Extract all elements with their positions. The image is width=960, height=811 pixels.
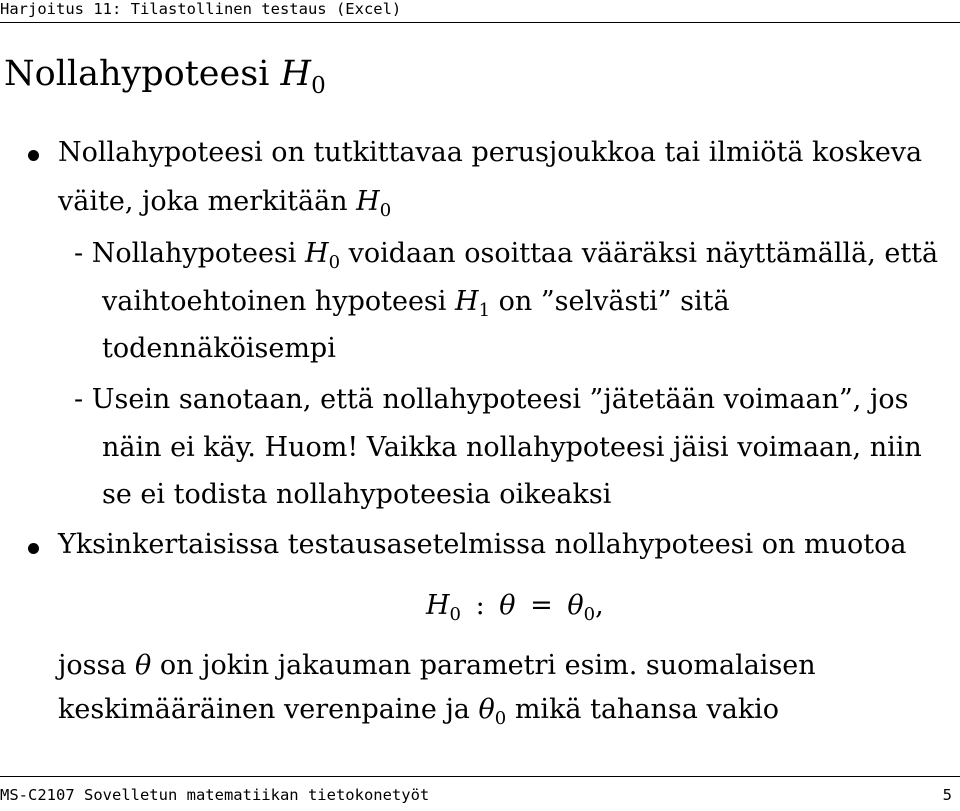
bullet-1-line-1: Nollahypoteesi on tutkittavaa perusjoukkoa tai ilmiötä koskeva <box>58 137 923 168</box>
header-divider <box>0 22 960 23</box>
subitem-2-line-2: näin ei käy. Huom! Vaikka nollahypoteesi jäisi voimaan, niin <box>102 432 922 463</box>
slide-header: Harjoitus 11: Tilastollinen testaus (Excel) <box>0 0 402 18</box>
subitem-1-line-3: todennäköisempi <box>102 333 336 364</box>
subitem-1-line-1: - Nollahypoteesi $H_0$ voidaan osoittaa vääräksi näyttämällä, että <box>74 238 939 273</box>
subitem-2-line-3: se ei todista nollahypoteesia oikeaksi <box>102 479 612 510</box>
title-math: $H_0$ <box>280 54 326 99</box>
bullet-marker <box>28 543 39 554</box>
bullet-2-after-line-2: keskimääräinen verenpaine ja $\theta_0$ mikä tahansa vakio <box>58 694 780 729</box>
bullet-2-line-1: Yksinkertaisissa testausasetelmissa nollahypoteesi on muotoa <box>58 529 907 560</box>
formula: $H_0$ : $\theta = \theta_0$, <box>426 590 604 625</box>
bullet-1-line-2: väite, joka merkitään $H_0$ <box>58 186 392 221</box>
bullet-marker <box>28 150 39 161</box>
page-number: 5 <box>942 786 952 804</box>
slide-title-text: Nollahypoteesi <box>4 54 270 94</box>
slide-title <box>4 54 326 99</box>
subitem-1-line-2: vaihtoehtoinen hypoteesi $H_1$ on ”selvästi” sitä <box>102 286 730 321</box>
footer-divider <box>0 776 960 777</box>
bullet-2-after-line-1: jossa θ on jokin jakauman parametri esim. suomalaisen <box>58 650 816 681</box>
footer-course: MS-C2107 Sovelletun matematiikan tietokonetyöt <box>0 786 430 804</box>
subitem-2-line-1: - Usein sanotaan, että nollahypoteesi ”jätetään voimaan”, jos <box>74 384 909 415</box>
